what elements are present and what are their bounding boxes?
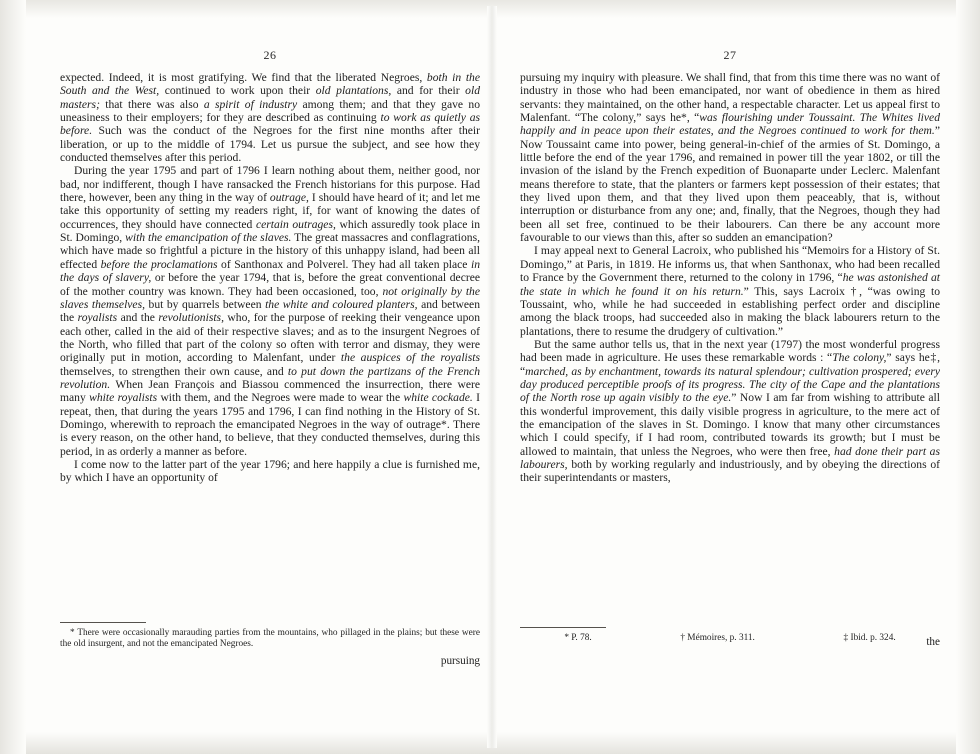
paragraph: I come now to the latter part of the year 1796; and here happily a clue is furnished me, by which I have an opportunity of (60, 457, 480, 485)
left-page (60, 48, 480, 485)
footnote-text: ‡ Ibid. p. 324. (843, 633, 896, 643)
scan-edge-left (0, 0, 26, 754)
left-page-body (60, 71, 480, 485)
footnote-rule (60, 622, 146, 623)
page-number-left: 26 (263, 48, 277, 62)
left-page-footnote (60, 628, 480, 649)
scan-edge-right (956, 0, 980, 754)
footnote-text: * P. 78. (564, 633, 592, 643)
page-number-right: 27 (723, 48, 737, 62)
footnote-rule (520, 627, 606, 628)
left-page-footnote-area (60, 612, 480, 649)
right-page-catchword-area (520, 630, 940, 648)
left-page-catchword-area (60, 649, 480, 667)
book-gutter (487, 6, 497, 748)
paragraph: I may appeal next to General Lacroix, who published his “Memoirs for a History of St. Domingo,” at Paris, in 1819. He informs us, that when Santhonax, who had been recalled to France by the Government there, returned to the colony in 1796, “he was astonished at the state in which he found it on his return.” This, says Lacroix †, “was owing to Toussaint, who, while he had succeeded in establishing perfect order and discipline among the black troops, had succeeded also in making the black labourers return to the plantations, there to resume the drudgery of cultivation.” (520, 244, 941, 338)
footnote-text: * There were occasionally marauding parties from the mountains, who pillaged in the plains; but these were the old insurgent, and not the emancipated Negroes. (60, 628, 480, 649)
paragraph: pursuing my inquiry with pleasure. We shall find, that from this time there was no want of industry in those who had been emancipated, nor want of obedience in them as hired servants: they maintained, on the other hand, a respectable character. Let us appeal first to Malenfant. “The colony,” says he*, “was flourishing under Toussaint. The Whites lived happily and in peace upon their estates, and the Negroes continued to work for them.” Now Toussaint came into power, being general-in-chief of the armies of St. Domingo, a little before the end of the year 1796, and remained in power till the year 1802, or till the invasion of the island by the French expedition of Buonaparte under Leclerc. Malenfant means therefore to state, that the planters or farmers kept possession of their estates; that they lived upon them, and that they lived upon them peaceably, that is, without interruption or disturbance from any one; and, finally, that the Negroes, though they had been all set free, continued to be their labourers. Can there be any account more favourable to our views than this, after so sudden an emancipation? (520, 71, 940, 245)
footnote-text: † Mémoires, p. 311. (680, 633, 755, 643)
right-page-body (520, 71, 940, 485)
right-page (520, 48, 940, 485)
paragraph: During the year 1795 and part of 1796 I learn nothing about them, neither good, nor bad, nor indifferent, though I have ransacked the French historians for this purpose. Had there, however, been any thing in the way of outrage, I should have heard of it; and let me take this opportunity of setting my readers right, if, for want of knowing the dates of occurrences, they should have connected certain outrages, which assuredly took place in St. Domingo, with the emancipation of the slaves. The great massacres and conflagrations, which have made so frightful a picture in the history of this unhappy island, had been all effected before the proclamations of Santhonax and Polverel. They had all taken place in the days of slavery, or before the year 1794, that is, before the great conventional decree of the mother country was known. They had been occasioned, too, not originally by the slaves themselves, but by quarrels between the white and coloured planters, and between the royalists and the revolutionists, who, for the purpose of reeking their vengeance upon each other, called in the aid of their respective slaves; and as to the insurgent Negroes of the North, who filled that part of the colony so often with terror and dismay, they were originally put in motion, according to Malenfant, under the auspices of the royalists themselves, to strengthen their own cause, and to put down the partizans of the French revolution. When Jean François and Biassou commenced the insurrection, there were many white royalists with them, and the Negroes were made to wear the white cockade. I repeat, then, that during the years 1795 and 1796, I can find nothing in the History of St. Domingo, wherewith to reproach the emancipated Negroes in the way of outrage*. There is every reason, on the other hand, to believe, that they conducted themselves, during this period, in as orderly a manner as before. (60, 164, 481, 458)
paragraph: expected. Indeed, it is most gratifying. We find that the liberated Negroes, both in the South and the West, continued to work upon their old plantations, and for their old masters; that there was also a spirit of industry among them; and that they gave no uneasiness to their employers; for they are described as continuing to work as quietly as before. Such was the conduct of the Negroes for the first nine months after their liberation, or up to the middle of 1794. Let us pursue the subject, and see how they conducted themselves after this period. (60, 71, 481, 165)
catchword-right: the (926, 636, 940, 648)
catchword-left: pursuing (440, 655, 480, 667)
paragraph: But the same author tells us, that in the next year (1797) the most wonderful progress had been made in agriculture. He uses these remarkable words : “The colony,” says he‡, “marched, as by enchantment, towards its natural splendour; cultivation prospered; every day produced perceptible proofs of its progress. The city of the Cape and the plantations of the North rose up again visibly to the eye.” Now I am far from wishing to attribute all this wonderful improvement, this daily visible progress in agriculture, to the mere act of the emancipation of the slaves in St. Domingo. I know that many other circumstances which I could specify, if I had room, contributed towards its growth; but I must be allowed to maintain, that unless the Negroes, who were then free, had done their part as labourers, both by working regularly and industriously, and by obeying the directions of their superintendants or masters, (520, 337, 940, 485)
